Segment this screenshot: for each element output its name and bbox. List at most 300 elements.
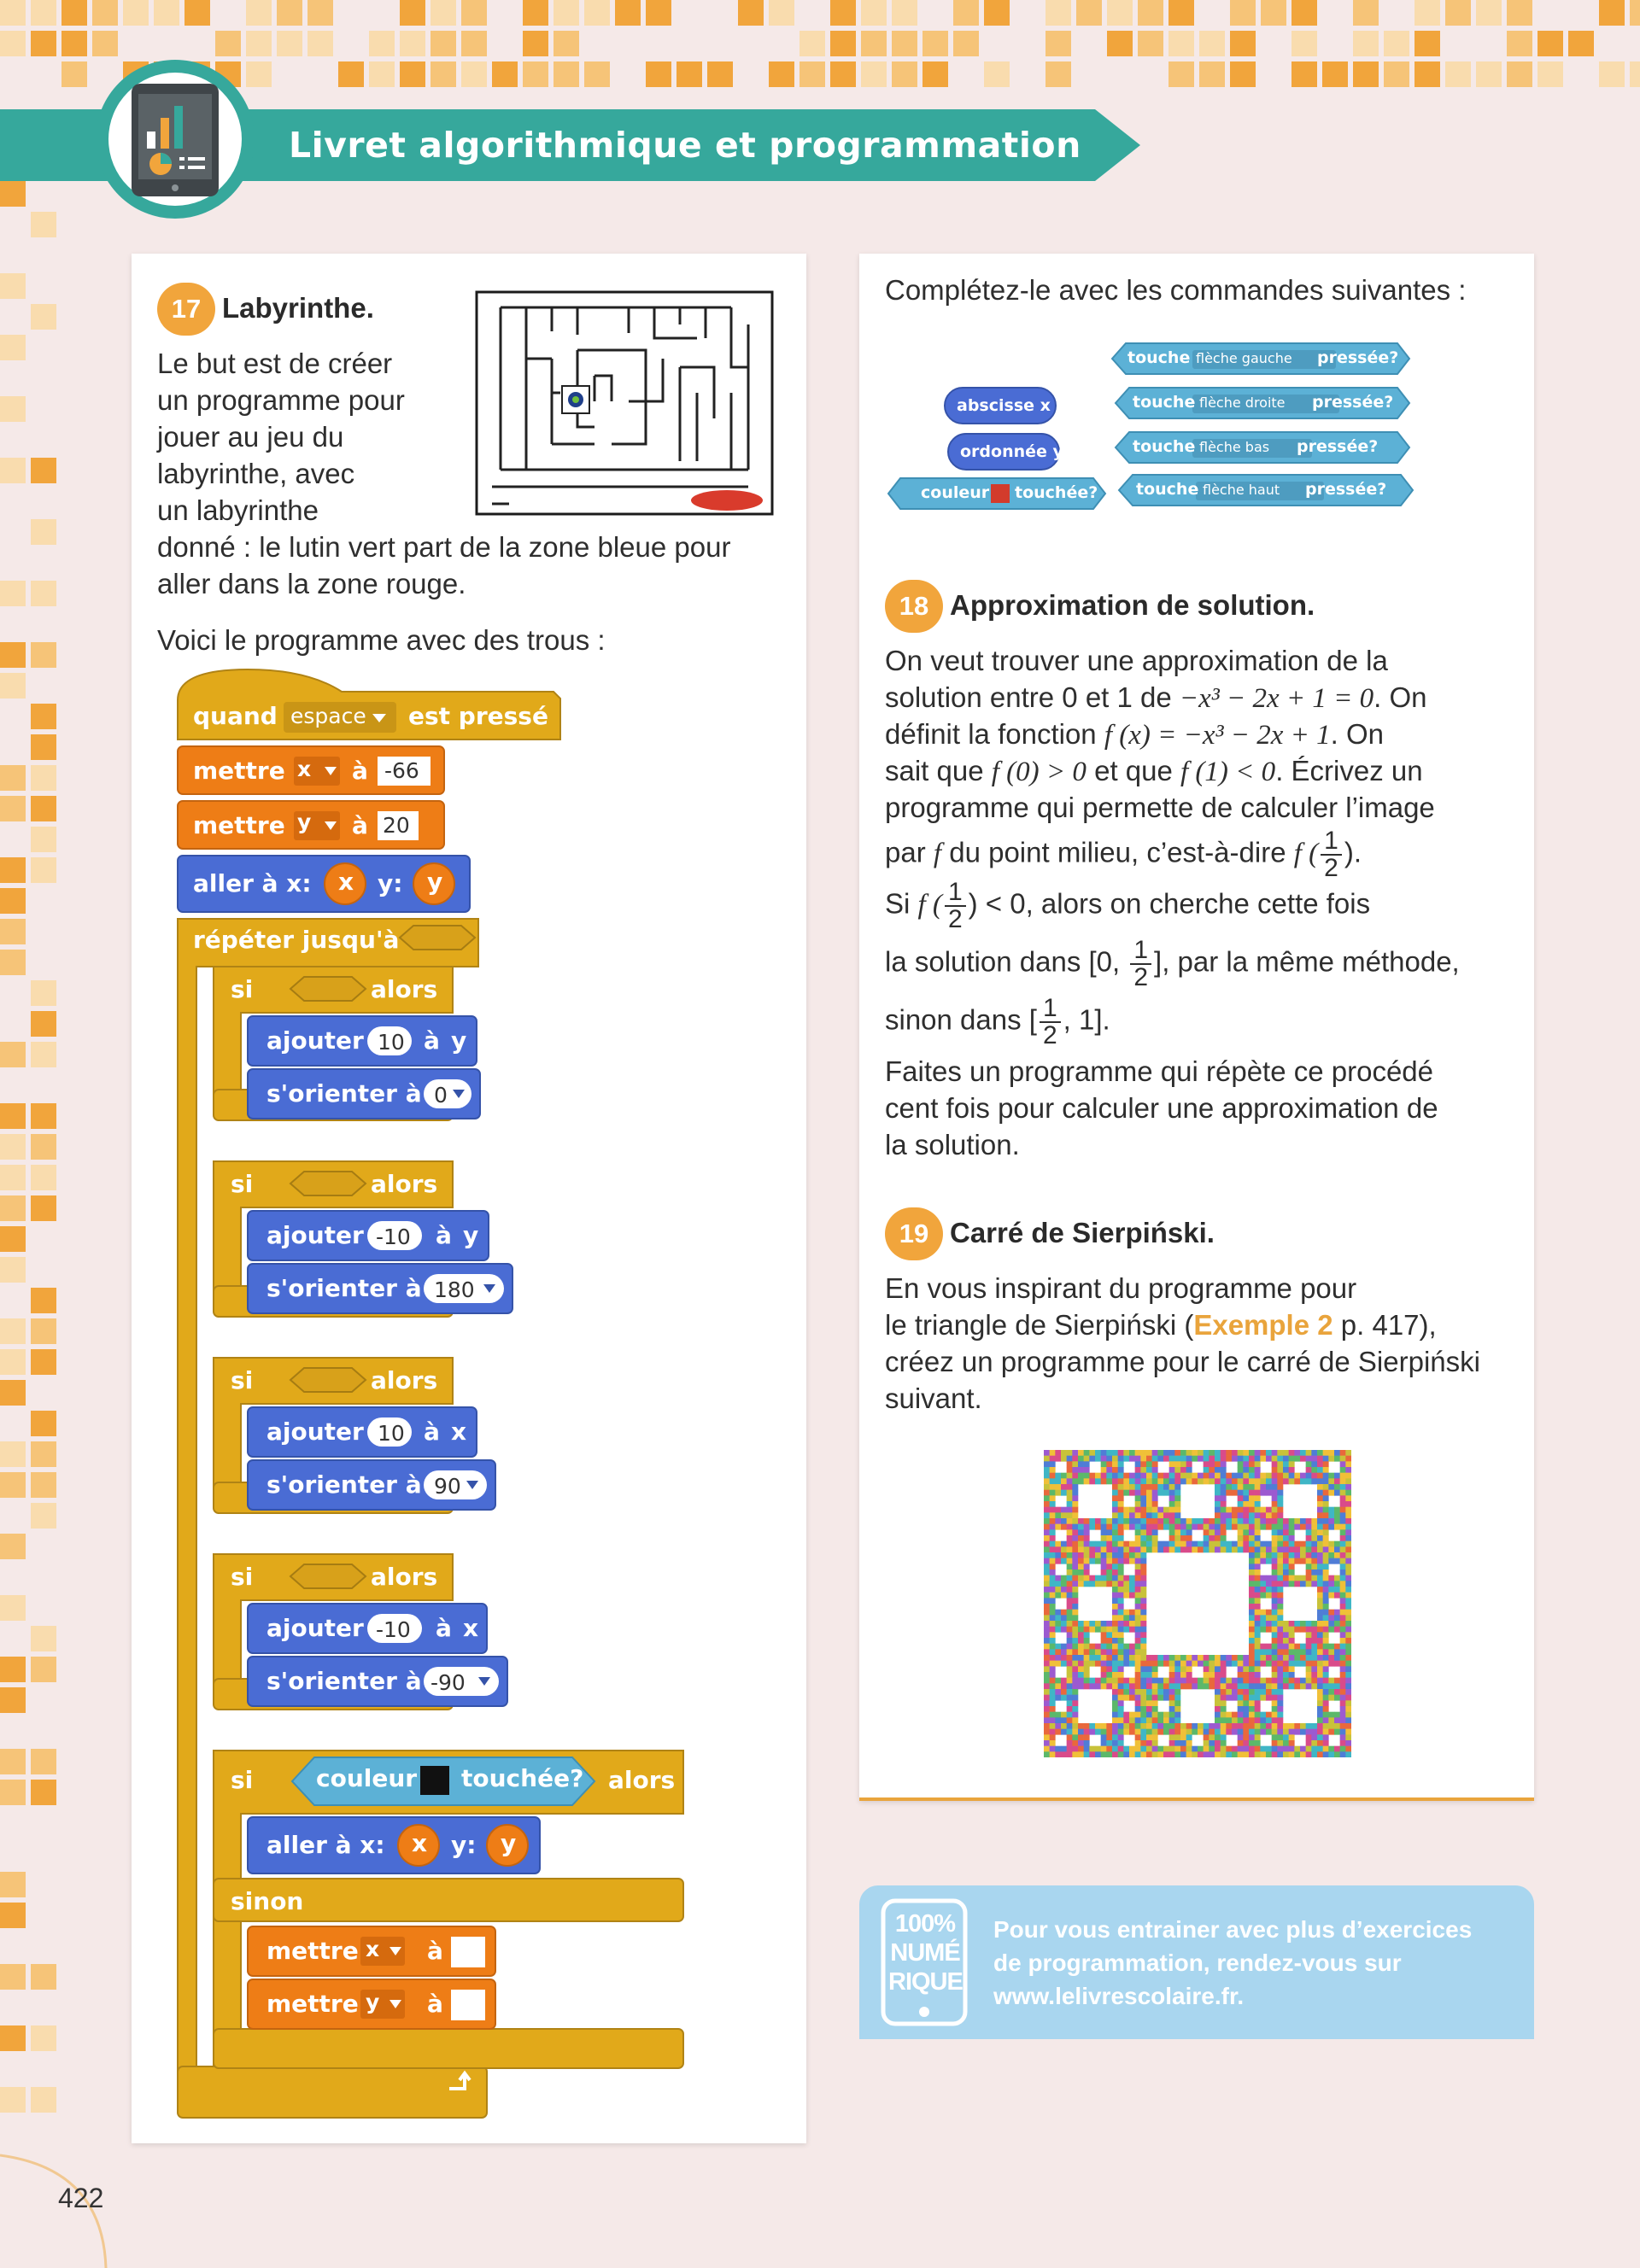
carpet-cell: [1112, 1473, 1118, 1479]
carpet-cell: [1163, 1541, 1169, 1547]
carpet-cell: [1221, 1524, 1227, 1530]
carpet-cell: [1323, 1552, 1329, 1558]
carpet-cell: [1140, 1593, 1146, 1599]
carpet-cell: [1323, 1564, 1329, 1569]
carpet-cell: [1345, 1700, 1351, 1706]
carpet-cell: [1255, 1615, 1261, 1621]
carpet-cell: [1067, 1552, 1073, 1558]
carpet-cell: [1157, 1478, 1163, 1484]
carpet-cell: [1323, 1473, 1329, 1479]
carpet-cell: [1135, 1507, 1141, 1513]
carpet-cell: [1272, 1467, 1278, 1473]
carpet-cell: [1055, 1575, 1061, 1581]
carpet-cell: [1095, 1581, 1101, 1587]
carpet-cell: [1334, 1546, 1340, 1552]
carpet-cell: [1118, 1461, 1124, 1467]
carpet-cell: [1169, 1512, 1175, 1518]
carpet-cell: [1072, 1706, 1078, 1712]
carpet-cell: [1106, 1632, 1112, 1638]
carpet-cell: [1050, 1610, 1056, 1616]
carpet-cell: [1146, 1712, 1152, 1718]
carpet-cell: [1044, 1450, 1050, 1456]
carpet-cell: [1232, 1473, 1238, 1479]
carpet-cell: [1067, 1541, 1073, 1547]
decor-square: [31, 1964, 56, 1990]
carpet-cell: [1221, 1712, 1227, 1718]
carpet-cell: [1067, 1558, 1073, 1564]
carpet-cell: [1243, 1678, 1249, 1684]
carpet-cell: [1078, 1746, 1084, 1752]
carpet-cell: [1140, 1700, 1146, 1706]
carpet-cell: [1174, 1695, 1180, 1701]
decor-square: [1046, 31, 1071, 56]
carpet-cell: [1323, 1575, 1329, 1581]
carpet-cell: [1306, 1621, 1312, 1627]
carpet-cell: [1135, 1467, 1141, 1473]
carpet-cell: [1306, 1627, 1312, 1633]
carpet-cell: [1232, 1518, 1238, 1524]
carpet-cell: [1243, 1541, 1249, 1547]
carpet-cell: [1140, 1541, 1146, 1547]
carpet-cell: [1140, 1450, 1146, 1456]
ex17-program-intro: Voici le programme avec des trous :: [157, 624, 606, 656]
key-block-key: flèche droite: [1199, 395, 1286, 411]
carpet-cell: [1135, 1729, 1141, 1735]
carpet-cell: [1334, 1621, 1340, 1627]
exercise-title: Approximation de solution.: [950, 589, 1315, 621]
carpet-cell: [1238, 1666, 1244, 1672]
carpet-cell: [1323, 1740, 1329, 1746]
carpet-cell: [1255, 1706, 1261, 1712]
carpet-cell: [1050, 1627, 1056, 1633]
carpet-cell: [1044, 1484, 1050, 1490]
carpet-cell: [1123, 1490, 1129, 1496]
carpet-cell: [1215, 1450, 1221, 1456]
carpet-cell: [1101, 1627, 1107, 1633]
decor-square: [461, 0, 487, 26]
example-link[interactable]: Exemple 2: [1193, 1309, 1333, 1341]
carpet-cell: [1345, 1672, 1351, 1678]
carpet-cell: [1255, 1473, 1261, 1479]
fraction: $\frac{1}{2}$: [1040, 996, 1061, 1049]
carpet-cell: [1300, 1661, 1306, 1667]
carpet-cell: [1050, 1700, 1056, 1706]
reporter-y: ordonnée y: [960, 442, 1063, 461]
carpet-cell: [1272, 1541, 1278, 1547]
carpet-cell: [1311, 1683, 1317, 1689]
carpet-cell: [1072, 1478, 1078, 1484]
decor-square: [523, 31, 548, 56]
carpet-cell: [1129, 1689, 1135, 1695]
carpet-cell: [1277, 1666, 1283, 1672]
carpet-cell: [1112, 1501, 1118, 1507]
carpet-cell: [1112, 1581, 1118, 1587]
carpet-cell: [1152, 1507, 1158, 1513]
carpet-cell: [1283, 1524, 1289, 1530]
carpet-cell: [1118, 1695, 1124, 1701]
decor-square: [1507, 61, 1532, 87]
carpet-cell: [1294, 1524, 1300, 1530]
carpet-cell: [1306, 1467, 1312, 1473]
block-then: alors: [371, 1366, 438, 1394]
carpet-cell: [1112, 1729, 1118, 1735]
carpet-cell: [1323, 1518, 1329, 1524]
decor-square: [1414, 61, 1440, 87]
carpet-cell: [1123, 1546, 1129, 1552]
carpet-cell: [1192, 1729, 1198, 1735]
decor-square: [1476, 61, 1502, 87]
carpet-cell: [1192, 1473, 1198, 1479]
carpet-cell: [1180, 1518, 1186, 1524]
carpet-cell: [1174, 1501, 1180, 1507]
carpet-cell: [1135, 1678, 1141, 1684]
carpet-cell: [1044, 1610, 1050, 1616]
carpet-cell: [1129, 1644, 1135, 1650]
carpet-cell: [1272, 1655, 1278, 1661]
carpet-cell: [1323, 1546, 1329, 1552]
decor-square: [953, 0, 979, 26]
carpet-cell: [1300, 1655, 1306, 1661]
decor-square: [0, 1964, 26, 1990]
carpet-cell: [1135, 1632, 1141, 1638]
carpet-cell: [1072, 1644, 1078, 1650]
block-var: x: [338, 868, 354, 896]
carpet-cell: [1243, 1490, 1249, 1496]
carpet-cell: [1180, 1661, 1186, 1667]
carpet-cell: [1169, 1484, 1175, 1490]
carpet-cell: [1249, 1575, 1255, 1581]
carpet-cell: [1249, 1621, 1255, 1627]
carpet-cell: [1061, 1524, 1067, 1530]
carpet-cell: [1123, 1615, 1129, 1621]
carpet-cell: [1174, 1666, 1180, 1672]
carpet-cell: [1272, 1507, 1278, 1513]
carpet-cell: [1129, 1581, 1135, 1587]
carpet-cell: [1289, 1683, 1295, 1689]
carpet-cell: [1226, 1712, 1232, 1718]
carpet-cell: [1174, 1729, 1180, 1735]
carpet-cell: [1072, 1507, 1078, 1513]
carpet-cell: [1300, 1518, 1306, 1524]
carpet-cell: [1328, 1473, 1334, 1479]
carpet-cell: [1067, 1604, 1073, 1610]
carpet-cell: [1272, 1615, 1278, 1621]
carpet-cell: [1123, 1524, 1129, 1530]
carpet-cell: [1089, 1541, 1095, 1547]
key-block-pressed: pressée?: [1317, 348, 1399, 367]
carpet-cell: [1328, 1683, 1334, 1689]
carpet-cell: [1135, 1541, 1141, 1547]
carpet-cell: [1135, 1740, 1141, 1746]
carpet-cell: [1174, 1490, 1180, 1496]
carpet-cell: [1101, 1552, 1107, 1558]
carpet-cell: [1050, 1564, 1056, 1569]
carpet-cell: [1067, 1661, 1073, 1667]
carpet-cell: [1118, 1706, 1124, 1712]
carpet-cell: [1101, 1751, 1107, 1757]
carpet-cell: [1135, 1484, 1141, 1490]
carpet-cell: [1106, 1740, 1112, 1746]
decor-square: [554, 31, 579, 56]
ex18-line: Faites un programme qui répète ce procédé: [885, 1055, 1434, 1087]
carpet-cell: [1226, 1490, 1232, 1496]
carpet-cell: [1146, 1467, 1152, 1473]
carpet-cell: [1123, 1723, 1129, 1729]
carpet-cell: [1146, 1751, 1152, 1757]
carpet-cell: [1238, 1461, 1244, 1467]
carpet-cell: [1232, 1507, 1238, 1513]
carpet-cell: [1311, 1740, 1317, 1746]
carpet-cell: [1101, 1644, 1107, 1650]
carpet-cell: [1266, 1473, 1272, 1479]
carpet-cell: [1106, 1751, 1112, 1757]
carpet-cell: [1061, 1552, 1067, 1558]
carpet-cell: [1067, 1717, 1073, 1723]
carpet-cell: [1152, 1478, 1158, 1484]
carpet-cell: [1340, 1507, 1346, 1513]
carpet-cell: [1140, 1683, 1146, 1689]
decor-square: [31, 980, 56, 1006]
carpet-cell: [1135, 1655, 1141, 1661]
carpet-cell: [1112, 1649, 1118, 1655]
carpet-cell: [1050, 1456, 1056, 1462]
carpet-cell: [1180, 1461, 1186, 1467]
carpet-cell: [1283, 1478, 1289, 1484]
carpet-cell: [1243, 1501, 1249, 1507]
carpet-cell: [1180, 1541, 1186, 1547]
digital-resource-text: Pour vous entrainer avec plus d’exercices de programmation, rendez-vous sur www.lelivrescolaire.fr.: [993, 1913, 1472, 2013]
carpet-cell: [1249, 1467, 1255, 1473]
carpet-cell: [1272, 1717, 1278, 1723]
carpet-cell: [1180, 1746, 1186, 1752]
carpet-cell: [1272, 1529, 1278, 1535]
carpet-cell: [1174, 1712, 1180, 1718]
carpet-cell: [1152, 1695, 1158, 1701]
carpet-cell: [1334, 1450, 1340, 1456]
carpet-cell: [1306, 1751, 1312, 1757]
carpet-cell: [1334, 1615, 1340, 1621]
decor-square: [31, 581, 56, 606]
carpet-cell: [1334, 1524, 1340, 1530]
carpet-cell: [1238, 1712, 1244, 1718]
carpet-cell: [1232, 1678, 1238, 1684]
carpet-cell: [1135, 1638, 1141, 1644]
carpet-cell: [1152, 1751, 1158, 1757]
carpet-cell: [1050, 1717, 1056, 1723]
carpet-cell: [1118, 1495, 1124, 1501]
carpet-cell: [1050, 1501, 1056, 1507]
carpet-cell: [1186, 1529, 1192, 1535]
carpet-cell: [1169, 1490, 1175, 1496]
carpet-cell: [1078, 1518, 1084, 1524]
carpet-cell: [1243, 1535, 1249, 1541]
carpet-cell: [1198, 1478, 1204, 1484]
carpet-cell: [1067, 1529, 1073, 1535]
carpet-cell: [1044, 1678, 1050, 1684]
carpet-cell: [1334, 1456, 1340, 1462]
carpet-cell: [1050, 1644, 1056, 1650]
carpet-cell: [1067, 1729, 1073, 1735]
carpet-cell: [1260, 1610, 1266, 1616]
carpet-cell: [1226, 1655, 1232, 1661]
carpet-cell: [1283, 1627, 1289, 1633]
carpet-cell: [1345, 1507, 1351, 1513]
carpet-cell: [1215, 1541, 1221, 1547]
carpet-cell: [1163, 1661, 1169, 1667]
carpet-cell: [1272, 1678, 1278, 1684]
carpet-cell: [1215, 1729, 1221, 1735]
carpet-cell: [1135, 1512, 1141, 1518]
carpet-cell: [1055, 1723, 1061, 1729]
carpet-cell: [1272, 1734, 1278, 1740]
decor-square: [0, 1903, 26, 1928]
carpet-cell: [1289, 1461, 1295, 1467]
website-link[interactable]: www.lelivrescolaire.fr.: [993, 1983, 1245, 2009]
carpet-cell: [1311, 1569, 1317, 1575]
carpet-cell: [1323, 1461, 1329, 1467]
carpet-cell: [1317, 1740, 1323, 1746]
carpet-cell: [1198, 1456, 1204, 1462]
carpet-cell: [1221, 1535, 1227, 1541]
carpet-cell: [1084, 1461, 1090, 1467]
carpet-cell: [1317, 1524, 1323, 1530]
decor-square: [584, 61, 610, 87]
carpet-cell: [1129, 1695, 1135, 1701]
carpet-cell: [1157, 1450, 1163, 1456]
carpet-cell: [1340, 1627, 1346, 1633]
decor-square: [1230, 31, 1256, 56]
carpet-cell: [1238, 1546, 1244, 1552]
carpet-cell: [1243, 1478, 1249, 1484]
carpet-cell: [1311, 1478, 1317, 1484]
carpet-cell: [1238, 1518, 1244, 1524]
carpet-cell: [1050, 1507, 1056, 1513]
carpet-cell: [1260, 1558, 1266, 1564]
carpet-cell: [1198, 1546, 1204, 1552]
carpet-cell: [1283, 1552, 1289, 1558]
carpet-cell: [1249, 1490, 1255, 1496]
carpet-cell: [1317, 1495, 1323, 1501]
carpet-cell: [1180, 1655, 1186, 1661]
carpet-cell: [1072, 1535, 1078, 1541]
carpet-cell: [1209, 1473, 1215, 1479]
carpet-cell: [1221, 1461, 1227, 1467]
decor-square: [0, 950, 26, 975]
carpet-cell: [1266, 1524, 1272, 1530]
carpet-cell: [1345, 1484, 1351, 1490]
carpet-cell: [1340, 1461, 1346, 1467]
carpet-cell: [1289, 1546, 1295, 1552]
carpet-cell: [1283, 1655, 1289, 1661]
carpet-cell: [1078, 1558, 1084, 1564]
carpet-cell: [1289, 1581, 1295, 1587]
carpet-cell: [1323, 1746, 1329, 1752]
carpet-cell: [1118, 1501, 1124, 1507]
carpet-cell: [1078, 1450, 1084, 1456]
carpet-cell: [1112, 1541, 1118, 1547]
carpet-cell: [1221, 1450, 1227, 1456]
carpet-cell: [1272, 1593, 1278, 1599]
carpet-cell: [1044, 1700, 1050, 1706]
carpet-cell: [1067, 1564, 1073, 1569]
carpet-cell: [1174, 1507, 1180, 1513]
carpet-cell: [1140, 1546, 1146, 1552]
carpet-cell: [1283, 1661, 1289, 1667]
carpet-cell: [1255, 1467, 1261, 1473]
carpet-cell: [1050, 1734, 1056, 1740]
decor-square: [830, 0, 856, 26]
carpet-cell: [1180, 1456, 1186, 1462]
carpet-cell: [1317, 1712, 1323, 1718]
carpet-cell: [1221, 1490, 1227, 1496]
carpet-cell: [1140, 1461, 1146, 1467]
ex18-line: par f du point milieu, c’est-à-dire f ( $\frac{1}{2}$ ).: [885, 827, 1362, 882]
ex19-line: le triangle de Sierpiński (Exemple 2 p. 417),: [885, 1309, 1437, 1341]
carpet-cell: [1215, 1518, 1221, 1524]
decor-square: [1353, 61, 1379, 87]
carpet-cell: [1157, 1723, 1163, 1729]
decor-square: [31, 1411, 56, 1436]
carpet-cell: [1255, 1535, 1261, 1541]
carpet-cell: [1050, 1593, 1056, 1599]
decor-square: [0, 1780, 26, 1805]
carpet-cell: [1089, 1518, 1095, 1524]
decor-square: [215, 31, 241, 56]
carpet-cell: [1328, 1649, 1334, 1655]
carpet-cell: [1272, 1450, 1278, 1456]
carpet-cell: [1072, 1552, 1078, 1558]
carpet-cell: [1050, 1473, 1056, 1479]
carpet-cell: [1289, 1666, 1295, 1672]
decor-square: [31, 857, 56, 883]
carpet-cell: [1072, 1575, 1078, 1581]
carpet-cell: [1044, 1564, 1050, 1569]
carpet-cell: [1140, 1672, 1146, 1678]
carpet-cell: [1135, 1723, 1141, 1729]
carpet-cell: [1221, 1661, 1227, 1667]
carpet-cell: [1323, 1501, 1329, 1507]
carpet-cell: [1334, 1661, 1340, 1667]
carpet-cell: [1106, 1518, 1112, 1524]
carpet-cell: [1255, 1610, 1261, 1616]
carpet-cell: [1323, 1507, 1329, 1513]
carpet-cell: [1061, 1695, 1067, 1701]
carpet-cell: [1209, 1666, 1215, 1672]
carpet-cell: [1340, 1712, 1346, 1718]
carpet-cell: [1067, 1512, 1073, 1518]
carpet-cell: [1289, 1529, 1295, 1535]
carpet-cell: [1089, 1524, 1095, 1530]
carpet-cell: [1272, 1666, 1278, 1672]
carpet-cell: [1112, 1655, 1118, 1661]
carpet-cell: [1323, 1569, 1329, 1575]
carpet-cell: [1135, 1751, 1141, 1757]
carpet-cell: [1078, 1666, 1084, 1672]
carpet-cell: [1106, 1581, 1112, 1587]
carpet-cell: [1340, 1575, 1346, 1581]
carpet-cell: [1061, 1450, 1067, 1456]
carpet-cell: [1317, 1615, 1323, 1621]
carpet-cell: [1163, 1678, 1169, 1684]
carpet-cell: [1221, 1678, 1227, 1684]
carpet-cell: [1317, 1529, 1323, 1535]
carpet-cell: [1283, 1546, 1289, 1552]
carpet-cell: [1215, 1512, 1221, 1518]
decor-square: [123, 0, 149, 26]
carpet-cell: [1249, 1529, 1255, 1535]
carpet-cell: [1106, 1529, 1112, 1535]
carpet-cell: [1061, 1546, 1067, 1552]
